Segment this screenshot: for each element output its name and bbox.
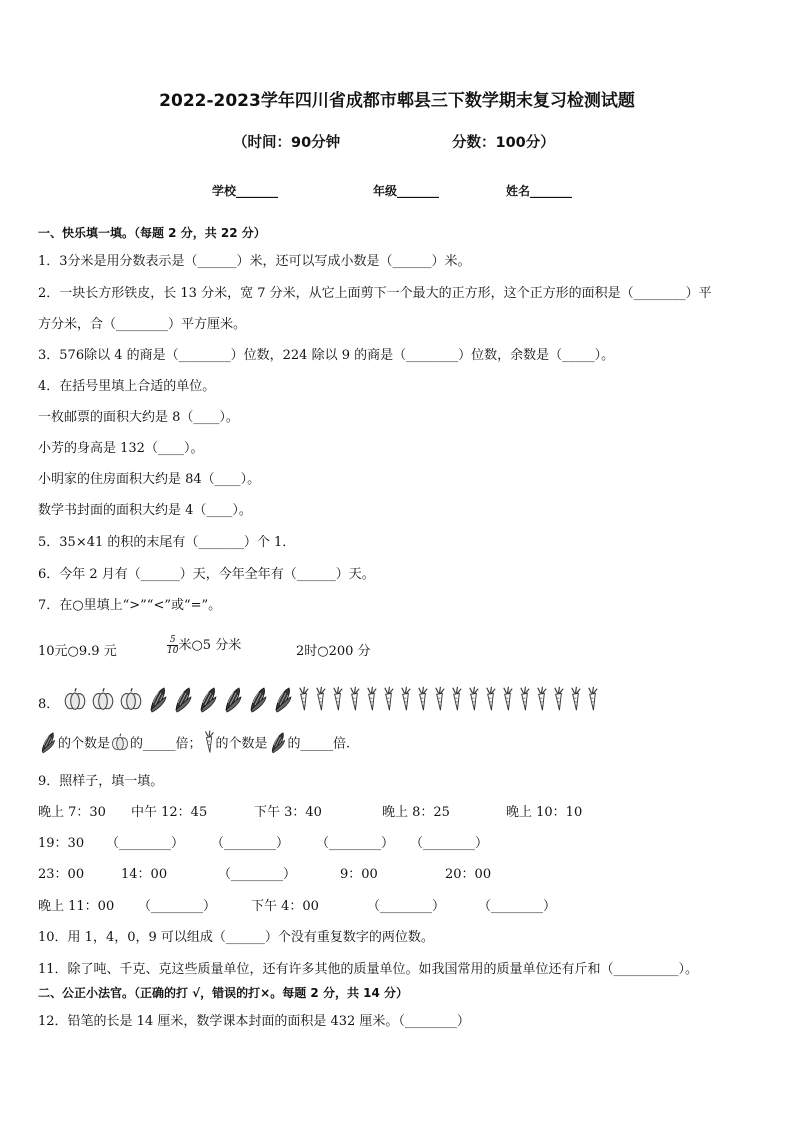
fraction: $\frac{5}{10}$ [167, 635, 179, 656]
q9-row1-cell-1: 中午 12：45 [131, 805, 208, 820]
corn-icon [38, 730, 58, 758]
q9-row4-cell-0: 晚上 11：00 [38, 899, 115, 914]
carrot-icon [313, 684, 328, 718]
q9-row4-cell-2: 下午 4：00 [251, 899, 319, 914]
carrot-icon [568, 684, 583, 718]
q9-row3-cell-4: 20：00 [445, 867, 492, 882]
carrot-icon [466, 684, 481, 718]
page-title: 2022-2023学年四川省成都市郫县三下数学期末复习检测试题 [159, 91, 635, 111]
question-9: 9．照样子，填一填。 [38, 774, 164, 789]
carrot-icon [415, 684, 430, 718]
q9-row2-cell-2[interactable]: （________） [211, 836, 290, 851]
question-7: 7．在○里填上“>”“<”或“=”。 [38, 598, 222, 613]
name-field[interactable]: 姓名_______ [506, 184, 573, 198]
question-2-line-2: 方分米，合（________）平方厘米。 [38, 317, 247, 332]
question-7-item-a: 10元○9.9 元 [38, 644, 117, 659]
corn-icon [171, 684, 195, 718]
q9-row3-cell-2[interactable]: （________） [218, 867, 297, 882]
pumpkin-icon [118, 686, 144, 716]
corn-icon [271, 684, 295, 718]
q9-row1-cell-3: 晚上 8：25 [382, 805, 450, 820]
q9-row2-cell-1[interactable]: （________） [106, 836, 185, 851]
carrot-icon [449, 684, 464, 718]
question-8-picture-row [62, 684, 602, 718]
q9-row3-cell-1: 14：00 [121, 867, 168, 882]
carrot-icon [381, 684, 396, 718]
question-4a: 一枚邮票的面积大约是 8（____）。 [38, 410, 239, 425]
corn-icon [246, 684, 270, 718]
q9-row4-cell-1[interactable]: （________） [138, 899, 217, 914]
carrot-icon [534, 684, 549, 718]
pumpkin-icon [110, 732, 130, 756]
question-4c: 小明家的住房面积大约是 84（____）。 [38, 472, 261, 487]
q9-row3-cell-0: 23：00 [38, 867, 85, 882]
carrot-icon [500, 684, 515, 718]
carrot-icon [517, 684, 532, 718]
question-10: 10．用 1，4，0，9 可以组成（______）个没有重复数字的两位数。 [38, 930, 434, 945]
q9-row1-cell-0: 晚上 7：30 [38, 805, 106, 820]
question-6: 6．今年 2 月有（______）天，今年全年有（______）天。 [38, 567, 375, 582]
q9-row2-cell-3[interactable]: （________） [316, 836, 395, 851]
grade-field[interactable]: 年级_______ [373, 184, 440, 198]
question-3: 3．576除以 4 的商是（________）位数，224 除以 9 的商是（________）位数，余数是（_____）。 [38, 348, 615, 363]
question-1: 1．3分米是用分数表示是（______）米，还可以写成小数是（______）米。 [38, 254, 471, 269]
time-label: （时间：90分钟 [233, 135, 341, 151]
section-1-heading: 一、快乐填一填。（每题 2 分，共 22 分） [38, 226, 266, 240]
question-5: 5．35×41 的积的末尾有（_______）个 1． [38, 535, 296, 550]
pumpkin-icon [62, 686, 88, 716]
score-label: 分数：100分） [452, 135, 555, 151]
carrot-icon [347, 684, 362, 718]
school-field[interactable]: 学校_______ [212, 184, 279, 198]
q9-row4-cell-4[interactable]: （________） [478, 899, 557, 914]
corn-icon [196, 684, 220, 718]
question-2-line-1: 2．一块长方形铁皮，长 13 分米，宽 7 分米，从它上面剪下一个最大的正方形，这个正方形的面积是（________）平 [38, 286, 712, 301]
carrot-icon [330, 684, 345, 718]
q9-row2-cell-4[interactable]: （________） [410, 836, 489, 851]
q9-row1-cell-2: 下午 3：40 [254, 805, 322, 820]
q9-row1-cell-4: 晚上 10：10 [506, 805, 583, 820]
corn-icon [146, 684, 170, 718]
corn-icon [268, 730, 288, 758]
carrot-icon [364, 684, 379, 718]
question-8-text: 的个数是 的_____倍； 的个数是 的_____倍. [38, 729, 350, 755]
pumpkin-icon [90, 686, 116, 716]
carrot-icon [483, 684, 498, 718]
question-4b: 小芳的身高是 132（____）。 [38, 441, 204, 456]
carrot-icon [585, 684, 600, 718]
carrot-icon [551, 684, 566, 718]
corn-icon [221, 684, 245, 718]
question-8-label: 8． [38, 697, 60, 712]
q9-row2-cell-0: 19：30 [38, 836, 85, 851]
q9-row3-cell-3: 9：00 [340, 867, 378, 882]
question-7-item-b: $\frac{5}{10}$ 米○5 分米 [167, 635, 242, 656]
carrot-icon [296, 684, 311, 718]
q9-row4-cell-3[interactable]: （________） [367, 899, 446, 914]
carrot-icon [432, 684, 447, 718]
question-7-item-c: 2时○200 分 [296, 644, 371, 659]
question-4: 4．在括号里填上合适的单位。 [38, 379, 216, 394]
question-4d: 数学书封面的面积大约是 4（____）。 [38, 503, 252, 518]
carrot-icon [398, 684, 413, 718]
question-12: 12．铅笔的长是 14 厘米，数学课本封面的面积是 432 厘米。（________） [38, 1014, 470, 1029]
carrot-icon [202, 729, 216, 759]
question-11: 11．除了吨、千克、克这些质量单位，还有许多其他的质量单位。如我国常用的质量单位还有斤和（__________）。 [38, 962, 699, 977]
section-2-heading: 二、公正小法官。（正确的打 √，错误的打×。每题 2 分，共 14 分） [38, 986, 408, 1000]
